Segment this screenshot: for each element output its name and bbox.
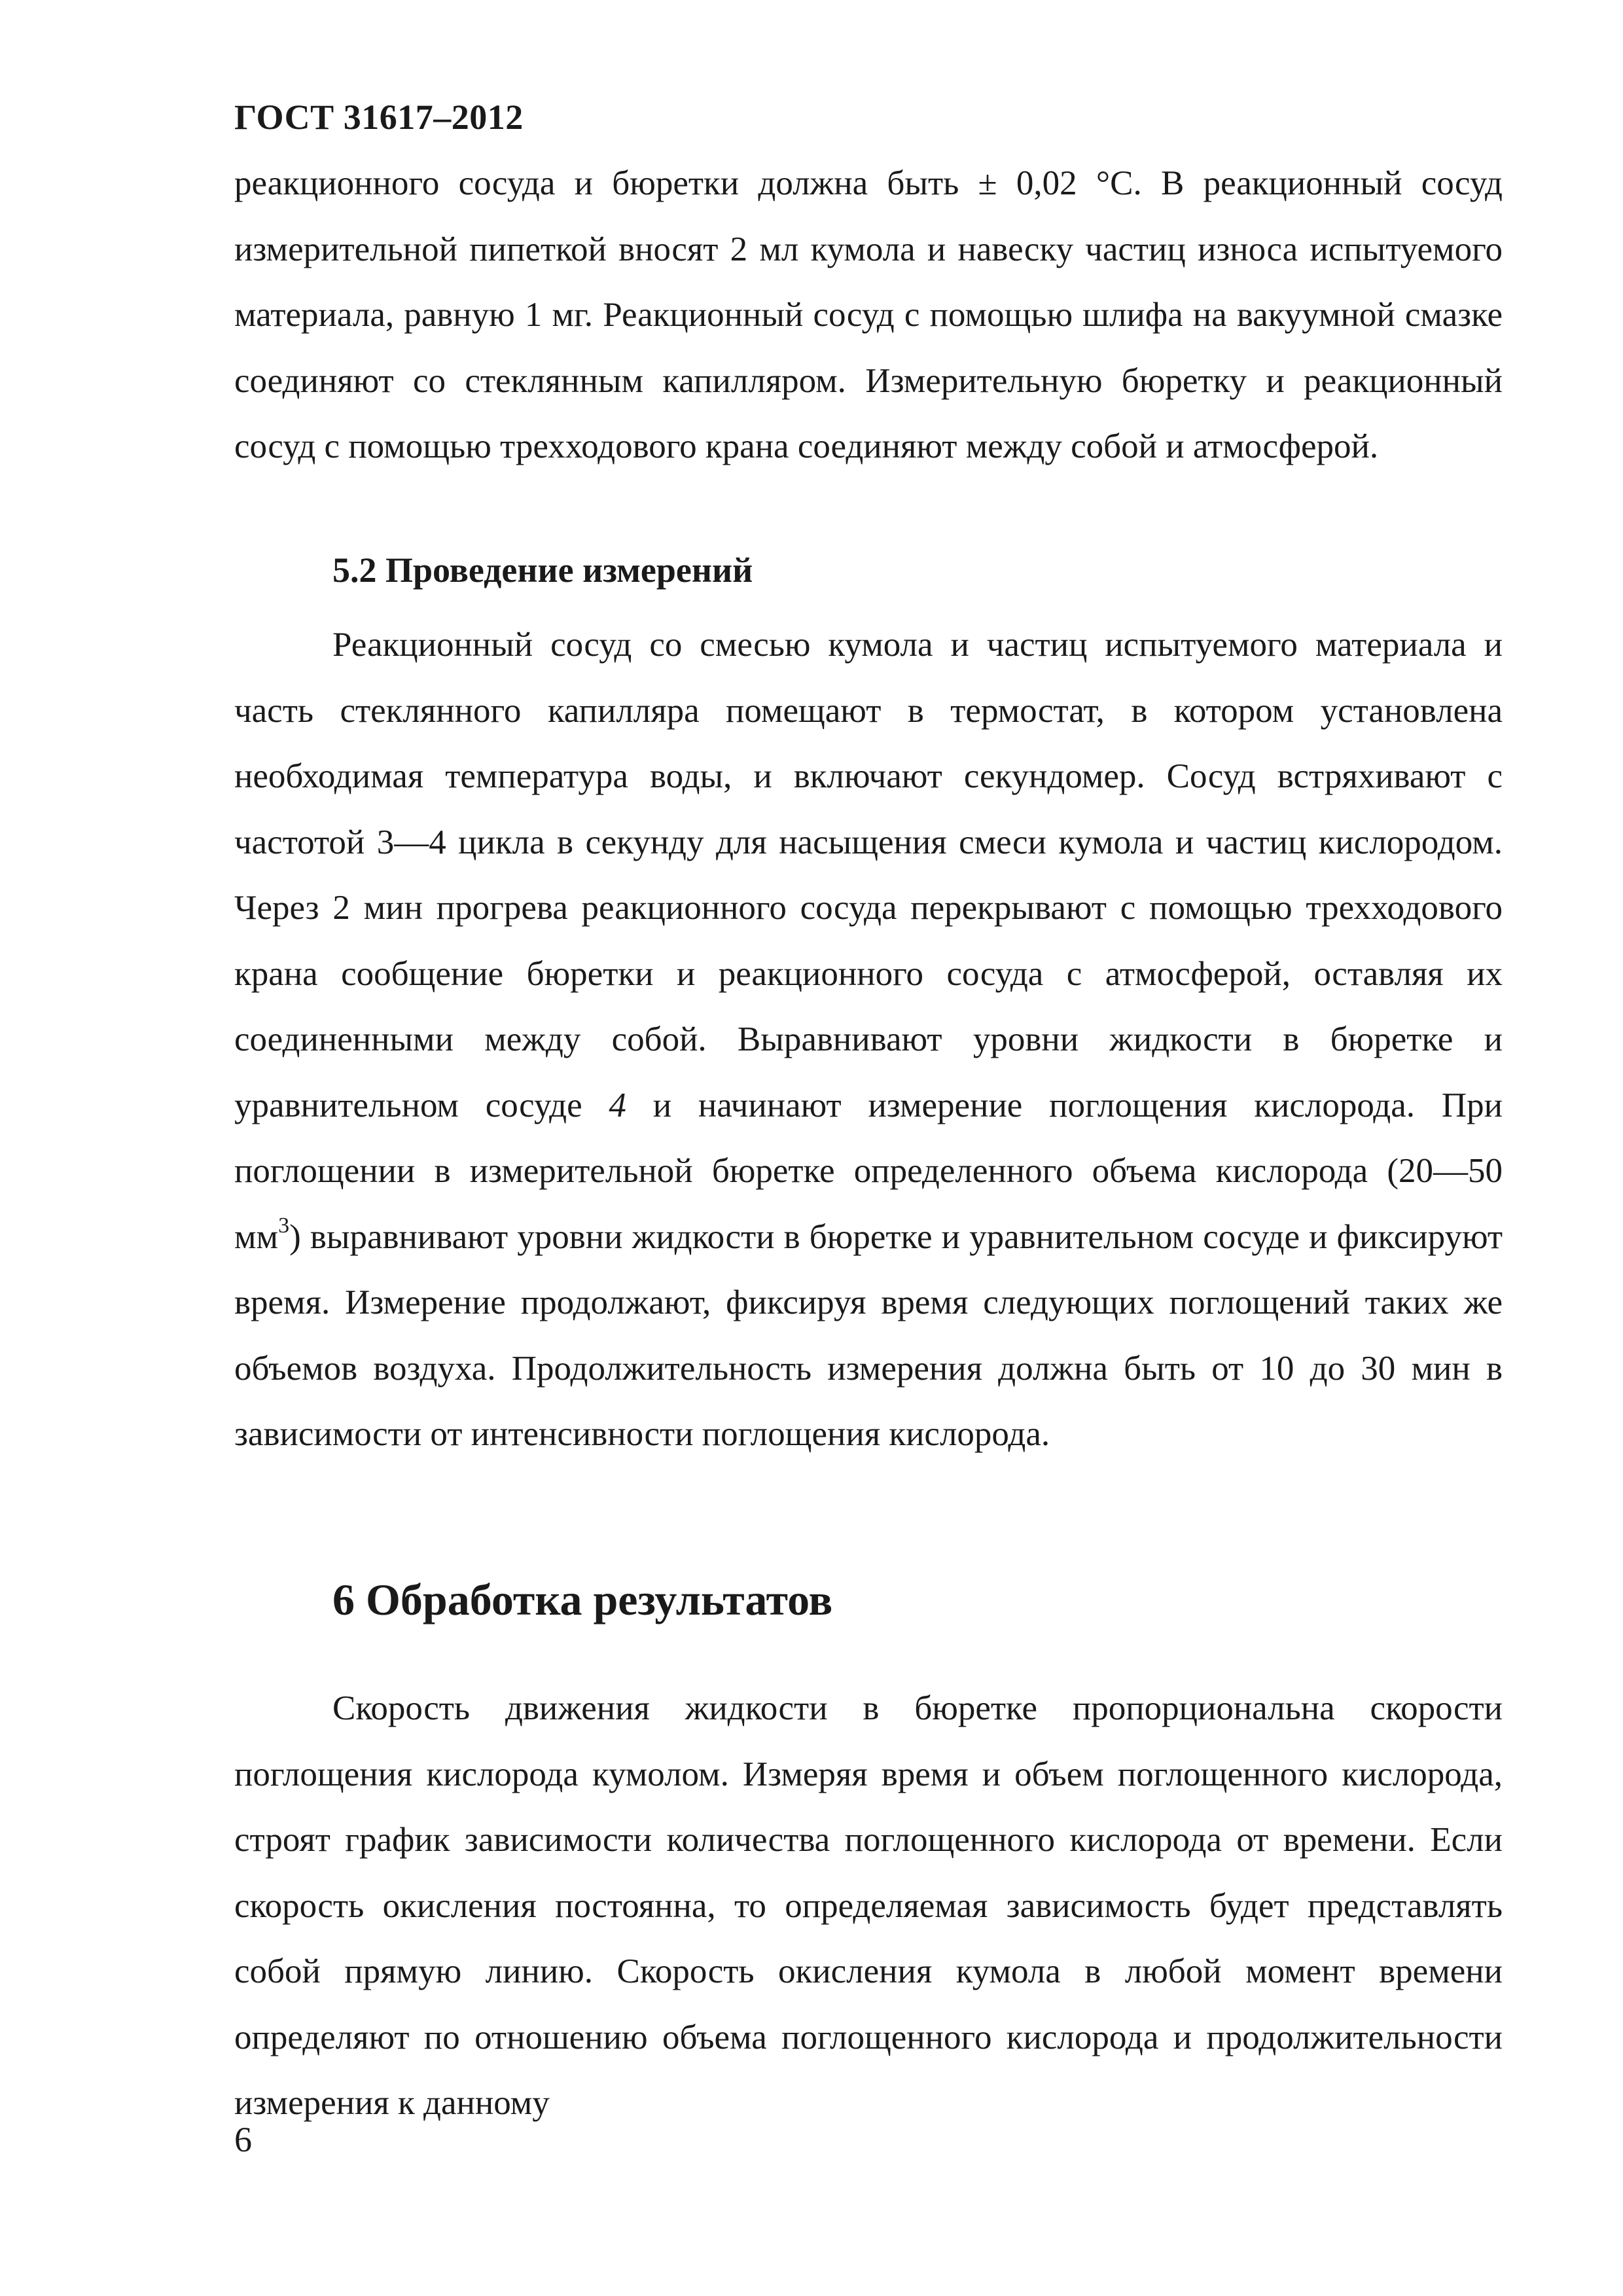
subsection-heading: 5.2 Проведение измерений <box>332 550 753 590</box>
page-number: 6 <box>234 2120 252 2159</box>
paragraph-text-part: и начинают измерение поглощения кислорода. При поглощении в измерительной бюретке определенного объема кислорода (20—50 мм <box>234 1086 1503 1256</box>
paragraph-text-part: Реакционный сосуд со смесью кумола и частиц испытуемого материала и часть стеклянного капилляра помещают в термостат, в котором установлена необходимая температура воды, и включают секундомер. Сосуд встряхивают с частотой 3—4 цикла в секунду для насыщения смеси кумола и частиц кислородом. Через 2 мин прогрева реакционного сосуда перекрывают с помощью трехходового крана сообщение бюретки и реакционного сосуда с атмосферой, оставляя их соединенными между собой. Выравнивают уровни жидкости в бюретке и уравнительном сосуде <box>234 626 1503 1124</box>
section-heading: 6 Обработка результатов <box>332 1575 833 1624</box>
page-header-standard: ГОСТ 31617–2012 <box>234 98 524 137</box>
paragraph-results-processing: Скорость движения жидкости в бюретке пропорциональна скорости поглощения кислорода кумолом. Измеряя время и объем поглощенного кислорода, строят график зависимости количества поглощенного кислорода от времени. Если скорость окисления постоянна, то определяемая зависимость будет представлять собой прямую линию. Скорость окисления кумола в любой момент времени определяют по отношению объема поглощенного кислорода и продолжительности измерения к данному <box>234 1689 1503 2122</box>
superscript: 3 <box>278 1213 290 1238</box>
paragraph-measurement-procedure <box>234 612 1503 1467</box>
paragraph-reaction-vessel: реакционного сосуда и бюретки должна быть ± 0,02 °С. В реакционный сосуд измерительной пипеткой вносят 2 мл кумола и навеску частиц износа испытуемого материала, равную 1 мг. Реакционный сосуд с помощью шлифа на вакуумной смазке соединяют со стеклянным капилляром. Измерительную бюретку и реакционный сосуд с помощью трехходового крана соединяют между собой и атмосферой. <box>234 164 1503 465</box>
paragraph-text-part: ) выравнивают уровни жидкости в бюретке и уравнительном сосуде и фиксируют время. Измерение продолжают, фиксируя время следующих поглощений таких же объемов воздуха. Продолжительность измерения должна быть от 10 до 30 мин в зависимости от интенсивности поглощения кислорода. <box>234 1217 1503 1453</box>
figure-reference: 4 <box>609 1086 626 1124</box>
